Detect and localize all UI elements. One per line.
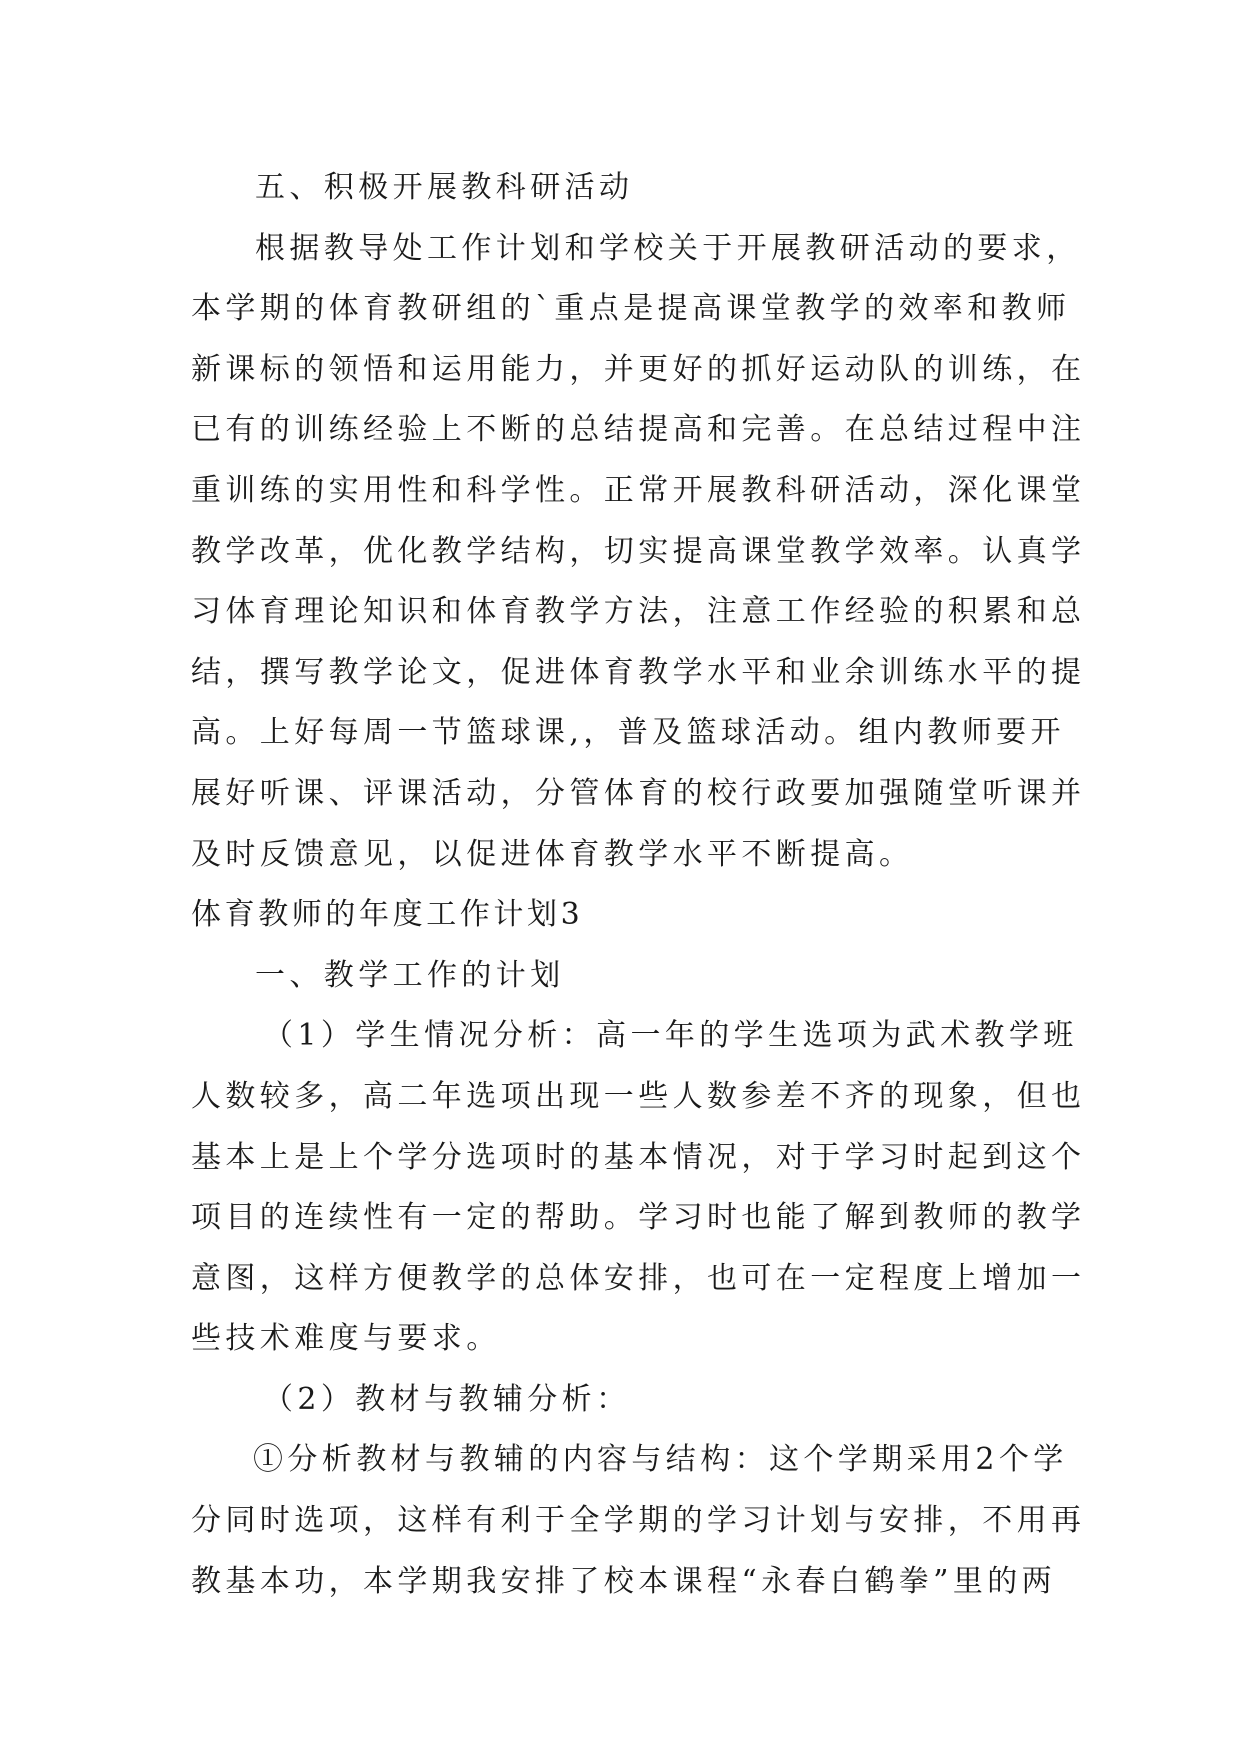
paragraph-line: 已有的训练经验上不断的总结提高和完善。在总结过程中注: [191, 412, 1086, 448]
paragraph-line: 些技术难度与要求。: [191, 1321, 501, 1357]
paragraph-line: 展好听课、评课活动，分管体育的校行政要加强随堂听课并: [191, 775, 1086, 811]
document-title: 体育教师的年度工作计划3: [191, 897, 584, 933]
paragraph-line: 根据教导处工作计划和学校关于开展教研活动的要求，: [255, 230, 1081, 266]
paragraph-line: 结，撰写教学论文，促进体育教学水平和业余训练水平的提: [191, 654, 1086, 690]
paragraph-line: 基本上是上个学分选项时的基本情况，对于学习时起到这个: [191, 1139, 1086, 1175]
paragraph-line: ①分析教材与教辅的内容与结构：这个学期采用2个学: [253, 1442, 1068, 1478]
paragraph-line: 重训练的实用性和科学性。正常开展教科研活动，深化课堂: [191, 472, 1086, 508]
paragraph-line: 及时反馈意见，以促进体育教学水平不断提高。: [191, 836, 914, 872]
paragraph-line: 教学改革，优化教学结构，切实提高课堂教学效率。认真学: [191, 533, 1086, 569]
paragraph-line: 新课标的领悟和运用能力，并更好的抓好运动队的训练，在: [191, 351, 1086, 387]
paragraph-line: 本学期的体育教研组的`重点是提高课堂教学的效率和教师: [191, 291, 1071, 327]
section-heading: 一、教学工作的计划: [255, 957, 565, 993]
paragraph-line: 高。上好每周一节篮球课,，普及篮球活动。组内教师要开: [191, 715, 1065, 751]
section-heading: 五、积极开展教科研活动: [255, 170, 634, 205]
paragraph-line: （1）学生情况分析：高一年的学生选项为武术教学班: [263, 1018, 1078, 1054]
paragraph-line: 意图，这样方便教学的总体安排，也可在一定程度上增加一: [191, 1260, 1086, 1296]
paragraph-line: 人数较多，高二年选项出现一些人数参差不齐的现象，但也: [191, 1078, 1086, 1114]
document-page: [191, 158, 1086, 1612]
paragraph-line: 分同时选项，这样有利于全学期的学习计划与安排，不用再: [191, 1503, 1086, 1539]
paragraph-line: 教基本功，本学期我安排了校本课程“永春白鹤拳”里的两: [191, 1563, 1057, 1599]
paragraph-line: 习体育理论知识和体育教学方法，注意工作经验的积累和总: [191, 594, 1086, 630]
paragraph-line: 项目的连续性有一定的帮助。学习时也能了解到教师的教学: [191, 1200, 1086, 1236]
subsection-heading: （2）教材与教辅分析：: [263, 1381, 631, 1417]
